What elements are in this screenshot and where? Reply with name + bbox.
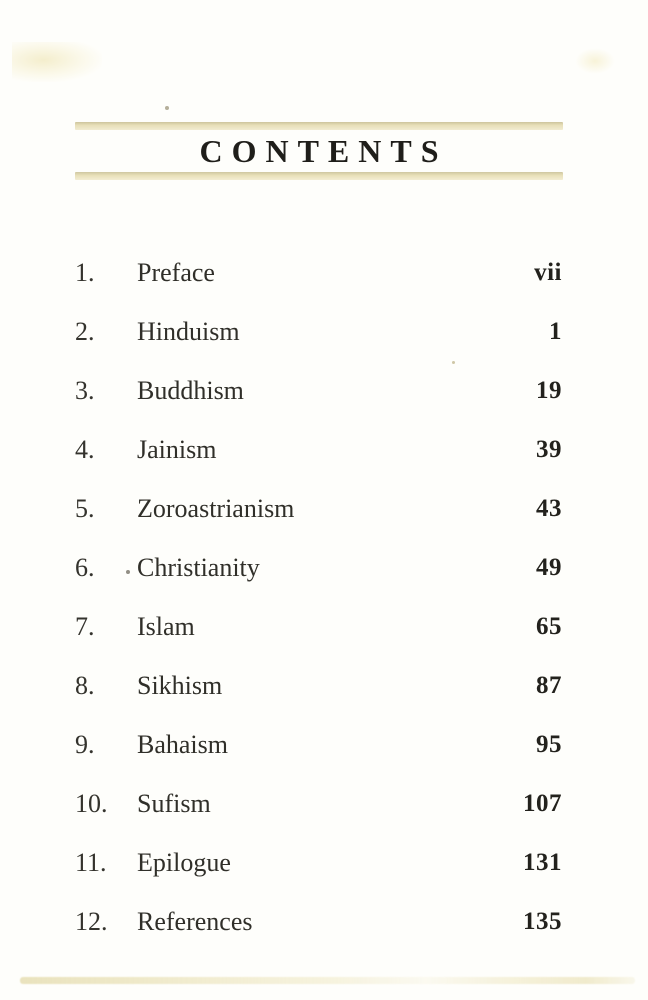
entry-title: Sufism — [137, 788, 211, 818]
toc-entry-row — [75, 597, 562, 656]
entry-number: 7. — [75, 611, 95, 641]
toc-entry-row — [75, 774, 562, 833]
toc-list — [75, 243, 562, 951]
entry-number: 5. — [75, 493, 95, 523]
scan-smudge — [12, 42, 102, 82]
entry-number: 3. — [75, 375, 95, 405]
entry-title: References — [137, 906, 253, 936]
entry-page-number: 87 — [536, 671, 562, 699]
toc-entry-row — [75, 715, 562, 774]
toc-entry-row — [75, 833, 562, 892]
entry-page-number: 131 — [523, 848, 562, 876]
toc-entry-row — [75, 892, 562, 951]
entry-page-number: 19 — [536, 376, 562, 404]
toc-entry-row — [75, 361, 562, 420]
entry-number: 4. — [75, 434, 95, 464]
entry-page-number: 95 — [536, 730, 562, 758]
entry-title: Hinduism — [137, 316, 240, 346]
entry-title: Christianity — [137, 552, 260, 582]
toc-entry-row — [75, 538, 562, 597]
entry-number: 6. — [75, 552, 95, 582]
entry-page-number: 43 — [536, 494, 562, 522]
entry-number: 9. — [75, 729, 95, 759]
page-title: CONTENTS — [199, 133, 448, 169]
entry-title: Islam — [137, 611, 195, 641]
entry-number: 8. — [75, 670, 95, 700]
title-rule-bottom — [75, 172, 563, 180]
toc-entry-row — [75, 420, 562, 479]
entry-page-number: 49 — [536, 553, 562, 581]
entry-number: 2. — [75, 316, 95, 346]
entry-title: Sikhism — [137, 670, 223, 700]
entry-title: Bahaism — [137, 729, 228, 759]
entry-title: Zoroastrianism — [137, 493, 295, 523]
toc-entry-row — [75, 243, 562, 302]
entry-title: Preface — [137, 257, 215, 287]
entry-number: 11. — [75, 847, 107, 877]
entry-page-number: vii — [534, 258, 562, 286]
entry-page-number: 107 — [523, 789, 562, 817]
toc-entry-row — [75, 302, 562, 361]
entry-page-number: 65 — [536, 612, 562, 640]
title-block — [75, 122, 563, 180]
entry-page-number: 1 — [549, 317, 562, 345]
toc-entry-row — [75, 656, 562, 715]
entry-title: Epilogue — [137, 847, 231, 877]
entry-title: Jainism — [137, 434, 217, 464]
entry-page-number: 39 — [536, 435, 562, 463]
entry-number: 1. — [75, 257, 95, 287]
entry-title: Buddhism — [137, 375, 244, 405]
scan-smudge — [575, 48, 615, 74]
scan-speck — [165, 106, 169, 110]
entry-number: 10. — [75, 788, 108, 818]
title-rule-top — [75, 122, 563, 130]
entry-number: 12. — [75, 906, 108, 936]
toc-entry-row — [75, 479, 562, 538]
entry-page-number: 135 — [523, 907, 562, 935]
scan-edge-streak — [20, 977, 635, 984]
